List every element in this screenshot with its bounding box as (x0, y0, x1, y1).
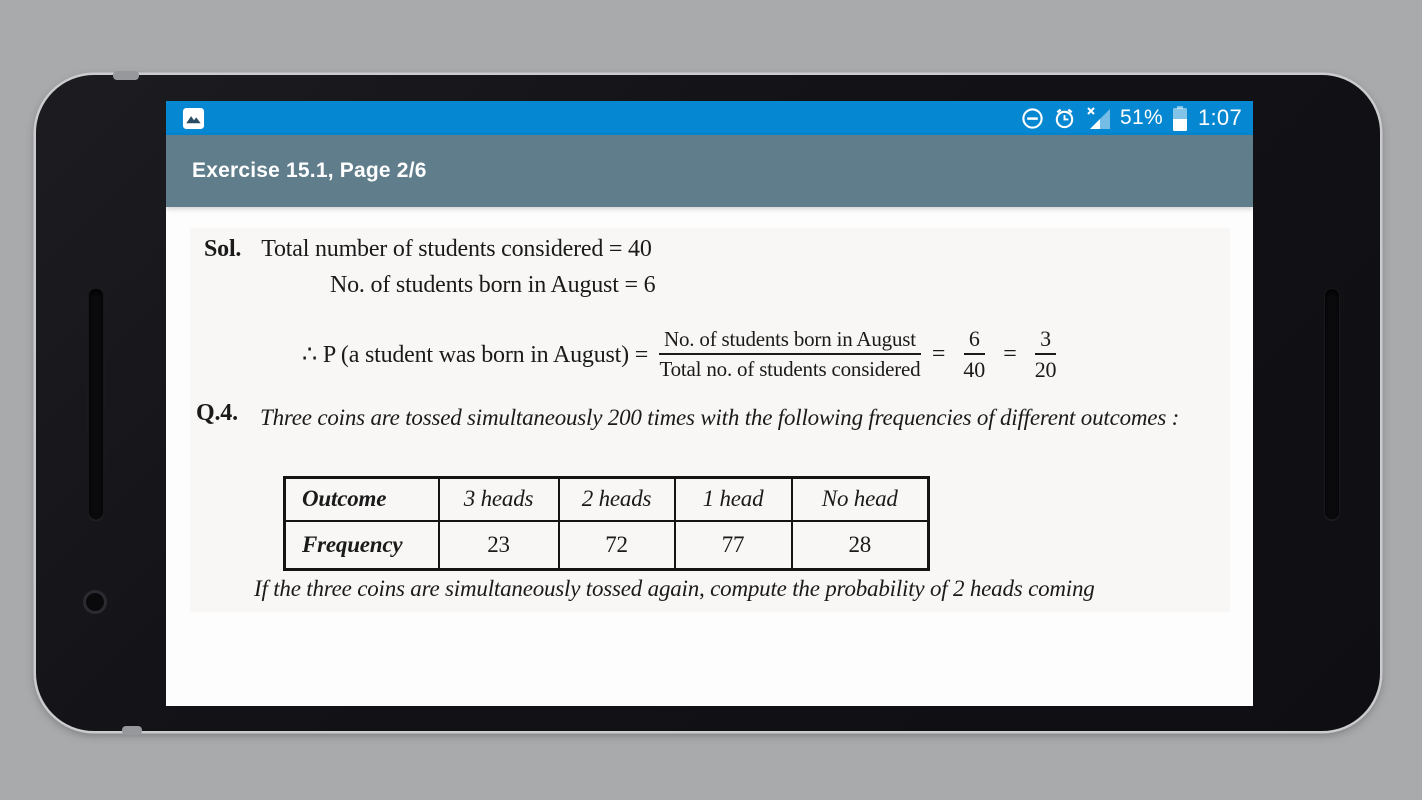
document-page[interactable] (190, 228, 1230, 612)
right-speaker-grill (1324, 288, 1340, 520)
left-speaker-grill (88, 288, 104, 520)
fraction-numerator: 6 (964, 326, 985, 355)
frequency-table (283, 476, 930, 571)
table-cell: 23 (439, 521, 559, 570)
fraction-denominator: 40 (963, 357, 986, 382)
fraction-numerator: 3 (1035, 326, 1056, 355)
fraction-numerator: No. of students born in August (659, 327, 921, 355)
fraction-denominator: 20 (1034, 357, 1057, 382)
status-bar (166, 101, 1253, 135)
probability-prefix: ∴ P (a student was born in August) = (302, 341, 649, 368)
front-camera (86, 593, 104, 611)
power-button[interactable] (113, 71, 139, 80)
battery-icon (1172, 106, 1188, 131)
phone-frame (36, 75, 1380, 731)
question-4 (196, 400, 1208, 435)
battery-percentage: 51% (1120, 106, 1163, 129)
equals-sign: = (931, 340, 946, 367)
fraction-6-40 (956, 326, 992, 383)
gallery-notification-icon (182, 107, 205, 130)
solution-line-1 (204, 236, 652, 263)
table-row (285, 521, 929, 570)
do-not-disturb-icon (1021, 107, 1044, 130)
equals-sign: = (1003, 340, 1017, 367)
page-title: Exercise 15.1, Page 2/6 (192, 159, 427, 182)
clock-time: 1:07 (1197, 105, 1242, 130)
table-cell: 77 (675, 521, 792, 570)
table-cell: 28 (792, 521, 929, 570)
fraction-3-20 (1028, 326, 1064, 383)
table-cell: Outcome (285, 478, 439, 521)
solution-line-2: No. of students born in August = 6 (330, 272, 656, 298)
question-label: Q.4. (196, 400, 238, 426)
main-fraction (659, 327, 921, 381)
probability-equation (302, 316, 1064, 392)
table-cell: Frequency (285, 521, 439, 570)
table-row (285, 478, 929, 521)
signal-strength-icon (1085, 106, 1111, 131)
table-cell: 3 heads (439, 478, 559, 521)
table-cell: 72 (559, 521, 675, 570)
solution-label: Sol. (204, 236, 242, 262)
table-cell: No head (792, 478, 929, 521)
app-bar (166, 135, 1253, 207)
solution-text-1: Total number of students considered = 40 (261, 236, 652, 262)
question-text: Three coins are tossed simultaneously 200 times with the following frequencies of different outcomes : (260, 405, 1180, 430)
question-continuation-text: If the three coins are simultaneously tossed again, compute the probability of 2 heads coming (254, 576, 1095, 601)
screen (166, 101, 1253, 706)
volume-button[interactable] (122, 726, 142, 735)
table-cell: 1 head (675, 478, 792, 521)
table-cell: 2 heads (559, 478, 675, 521)
alarm-icon (1053, 107, 1076, 130)
content-area (166, 207, 1253, 706)
fraction-denominator: Total no. of students considered (659, 357, 921, 381)
